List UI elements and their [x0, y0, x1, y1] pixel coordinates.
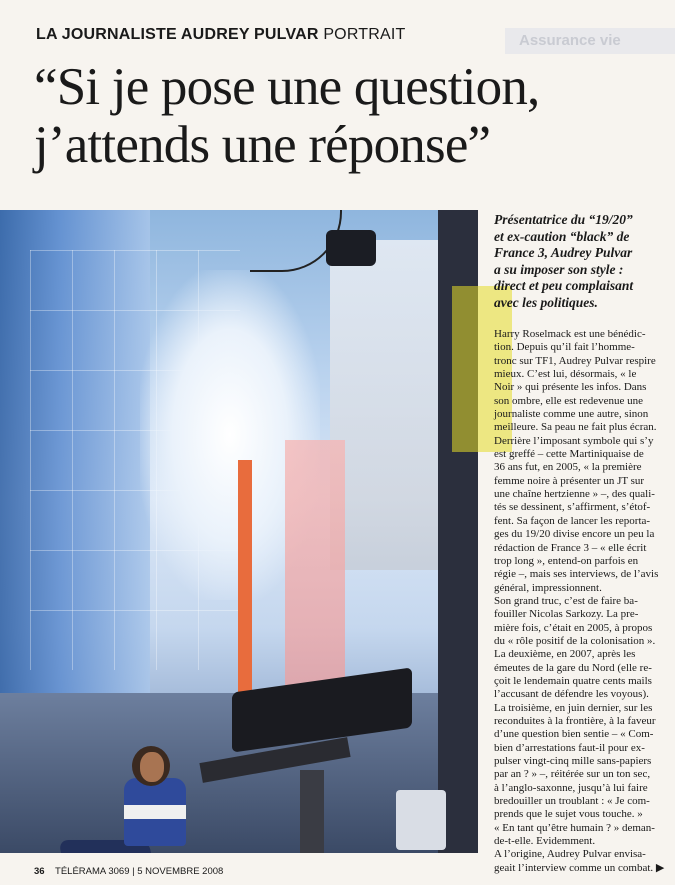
body-line: meilleure. Sa peau ne fait plus écran. — [494, 421, 657, 434]
body-line: rédaction de France 3 – « elle écrit — [494, 541, 647, 554]
standfirst-line: a su imposer son style : — [494, 261, 624, 277]
body-line: de-t-elle. Evidemment. — [494, 835, 596, 848]
body-line: régie –, mais ses interviews, de l’avis — [494, 568, 659, 581]
body-line: bien d’arrestations faut-il pour ex- — [494, 741, 645, 754]
body-line: émeutes de la gare du Nord (elle re- — [494, 661, 652, 674]
photo-person-face — [140, 752, 164, 782]
article-body — [494, 328, 666, 875]
body-line: du « rôle positif de la colonisation ». — [494, 634, 656, 647]
body-line: ges du 19/20 divise encore un peu la — [494, 528, 655, 541]
page-number: 36 — [34, 866, 45, 877]
body-line: tion. Depuis qu’il fait l’homme- — [494, 341, 635, 354]
body-line: est greffé – cette Martiniquaise de — [494, 448, 644, 461]
body-line: d’une question bien sentie – « Com- — [494, 728, 654, 741]
photo-screen-panel — [330, 240, 440, 570]
body-line: femme noire à présenter un JT sur — [494, 474, 645, 487]
studio-photo — [0, 210, 478, 853]
headline-line: “Si je pose une question, — [34, 58, 540, 116]
body-line: mière fois, c’était en 2005, à propos — [494, 621, 653, 634]
body-line: fouiller Nicolas Sarkozy. La pre- — [494, 608, 639, 621]
body-line: çoit le lendemain quatre cents mails — [494, 674, 652, 687]
standfirst-line: Présentatrice du “19/20” — [494, 212, 633, 227]
continue-arrow-icon: ▶ — [653, 861, 665, 874]
standfirst-line: France 3, Audrey Pulvar — [494, 245, 633, 260]
body-line: Son grand truc, c’est de faire ba- — [494, 594, 638, 607]
rubric-kicker: PORTRAIT — [323, 26, 406, 43]
body-line: par an ? » –, réitérée sur un ton sec, — [494, 768, 651, 781]
body-line: Derrière l’imposant symbole qui s’y — [494, 434, 654, 447]
body-line: pulser vingt-cinq mille sans-papiers — [494, 755, 652, 767]
body-line: bredouiller un troublant : « Je com- — [494, 795, 650, 808]
body-line: trop long », entend-on parfois en — [494, 554, 639, 567]
body-line: « En tant qu’être humain ? » deman- — [494, 821, 655, 834]
issue-info: TÉLÉRAMA 3069 | 5 NOVEMBRE 2008 — [55, 866, 224, 877]
page-folio — [34, 866, 223, 877]
body-line: mieux. C’est lui, désormais, « le — [494, 368, 637, 381]
body-line: journaliste comme une autre, sinon — [494, 408, 649, 421]
headline — [34, 58, 664, 174]
body-line: reconduites à la frontière, à la faveur — [494, 714, 656, 727]
body-line: A l’origine, Audrey Pulvar envisa- — [494, 848, 646, 861]
body-line: fent. Sa façon de lancer les reporta- — [494, 514, 651, 527]
body-line: une chaîne hertzienne » –, des quali- — [494, 488, 655, 501]
body-line: La deuxième, en 2007, après les — [494, 648, 636, 661]
rubric-title: LA JOURNALISTE AUDREY PULVAR — [36, 26, 319, 43]
ghost-ad-text: Assurance vie — [505, 28, 675, 54]
photo-chair — [396, 790, 446, 850]
body-line: tés se dessinent, s’affirment, s’étof- — [494, 501, 651, 514]
body-line: général, impressionnent. — [494, 581, 602, 594]
body-line: à l’anglo-saxonne, jusqu’à lui faire — [494, 781, 648, 794]
section-rubric — [36, 26, 406, 44]
body-line: geait l’interview comme un combat. ▶ — [494, 861, 665, 874]
body-line: Noir » qui présente les infos. Dans — [494, 381, 647, 394]
body-line: tronc sur TF1, Audrey Pulvar respire — [494, 354, 656, 367]
body-line: La troisième, en juin dernier, sur les — [494, 701, 653, 714]
photo-camera-pedestal — [300, 770, 324, 853]
body-line: prends que le sujet vous touche. » — [494, 808, 643, 821]
body-line: l’accusant de défendre les voyous). — [494, 688, 649, 701]
standfirst-line: et ex-caution “black” de — [494, 228, 630, 244]
photo-person-torso — [124, 778, 186, 846]
standfirst-line: avec les politiques. — [494, 294, 598, 310]
body-line: son ombre, elle est redevenue une — [494, 394, 644, 407]
photo-spotlight — [326, 230, 376, 266]
headline-line: j’attends une réponse” — [34, 116, 491, 174]
standfirst-line: direct et peu complaisant — [494, 278, 634, 293]
body-line: Harry Roselmack est une bénédic- — [494, 328, 646, 340]
body-line: 36 ans fut, en 2005, « la première — [494, 461, 642, 474]
standfirst — [494, 212, 664, 311]
